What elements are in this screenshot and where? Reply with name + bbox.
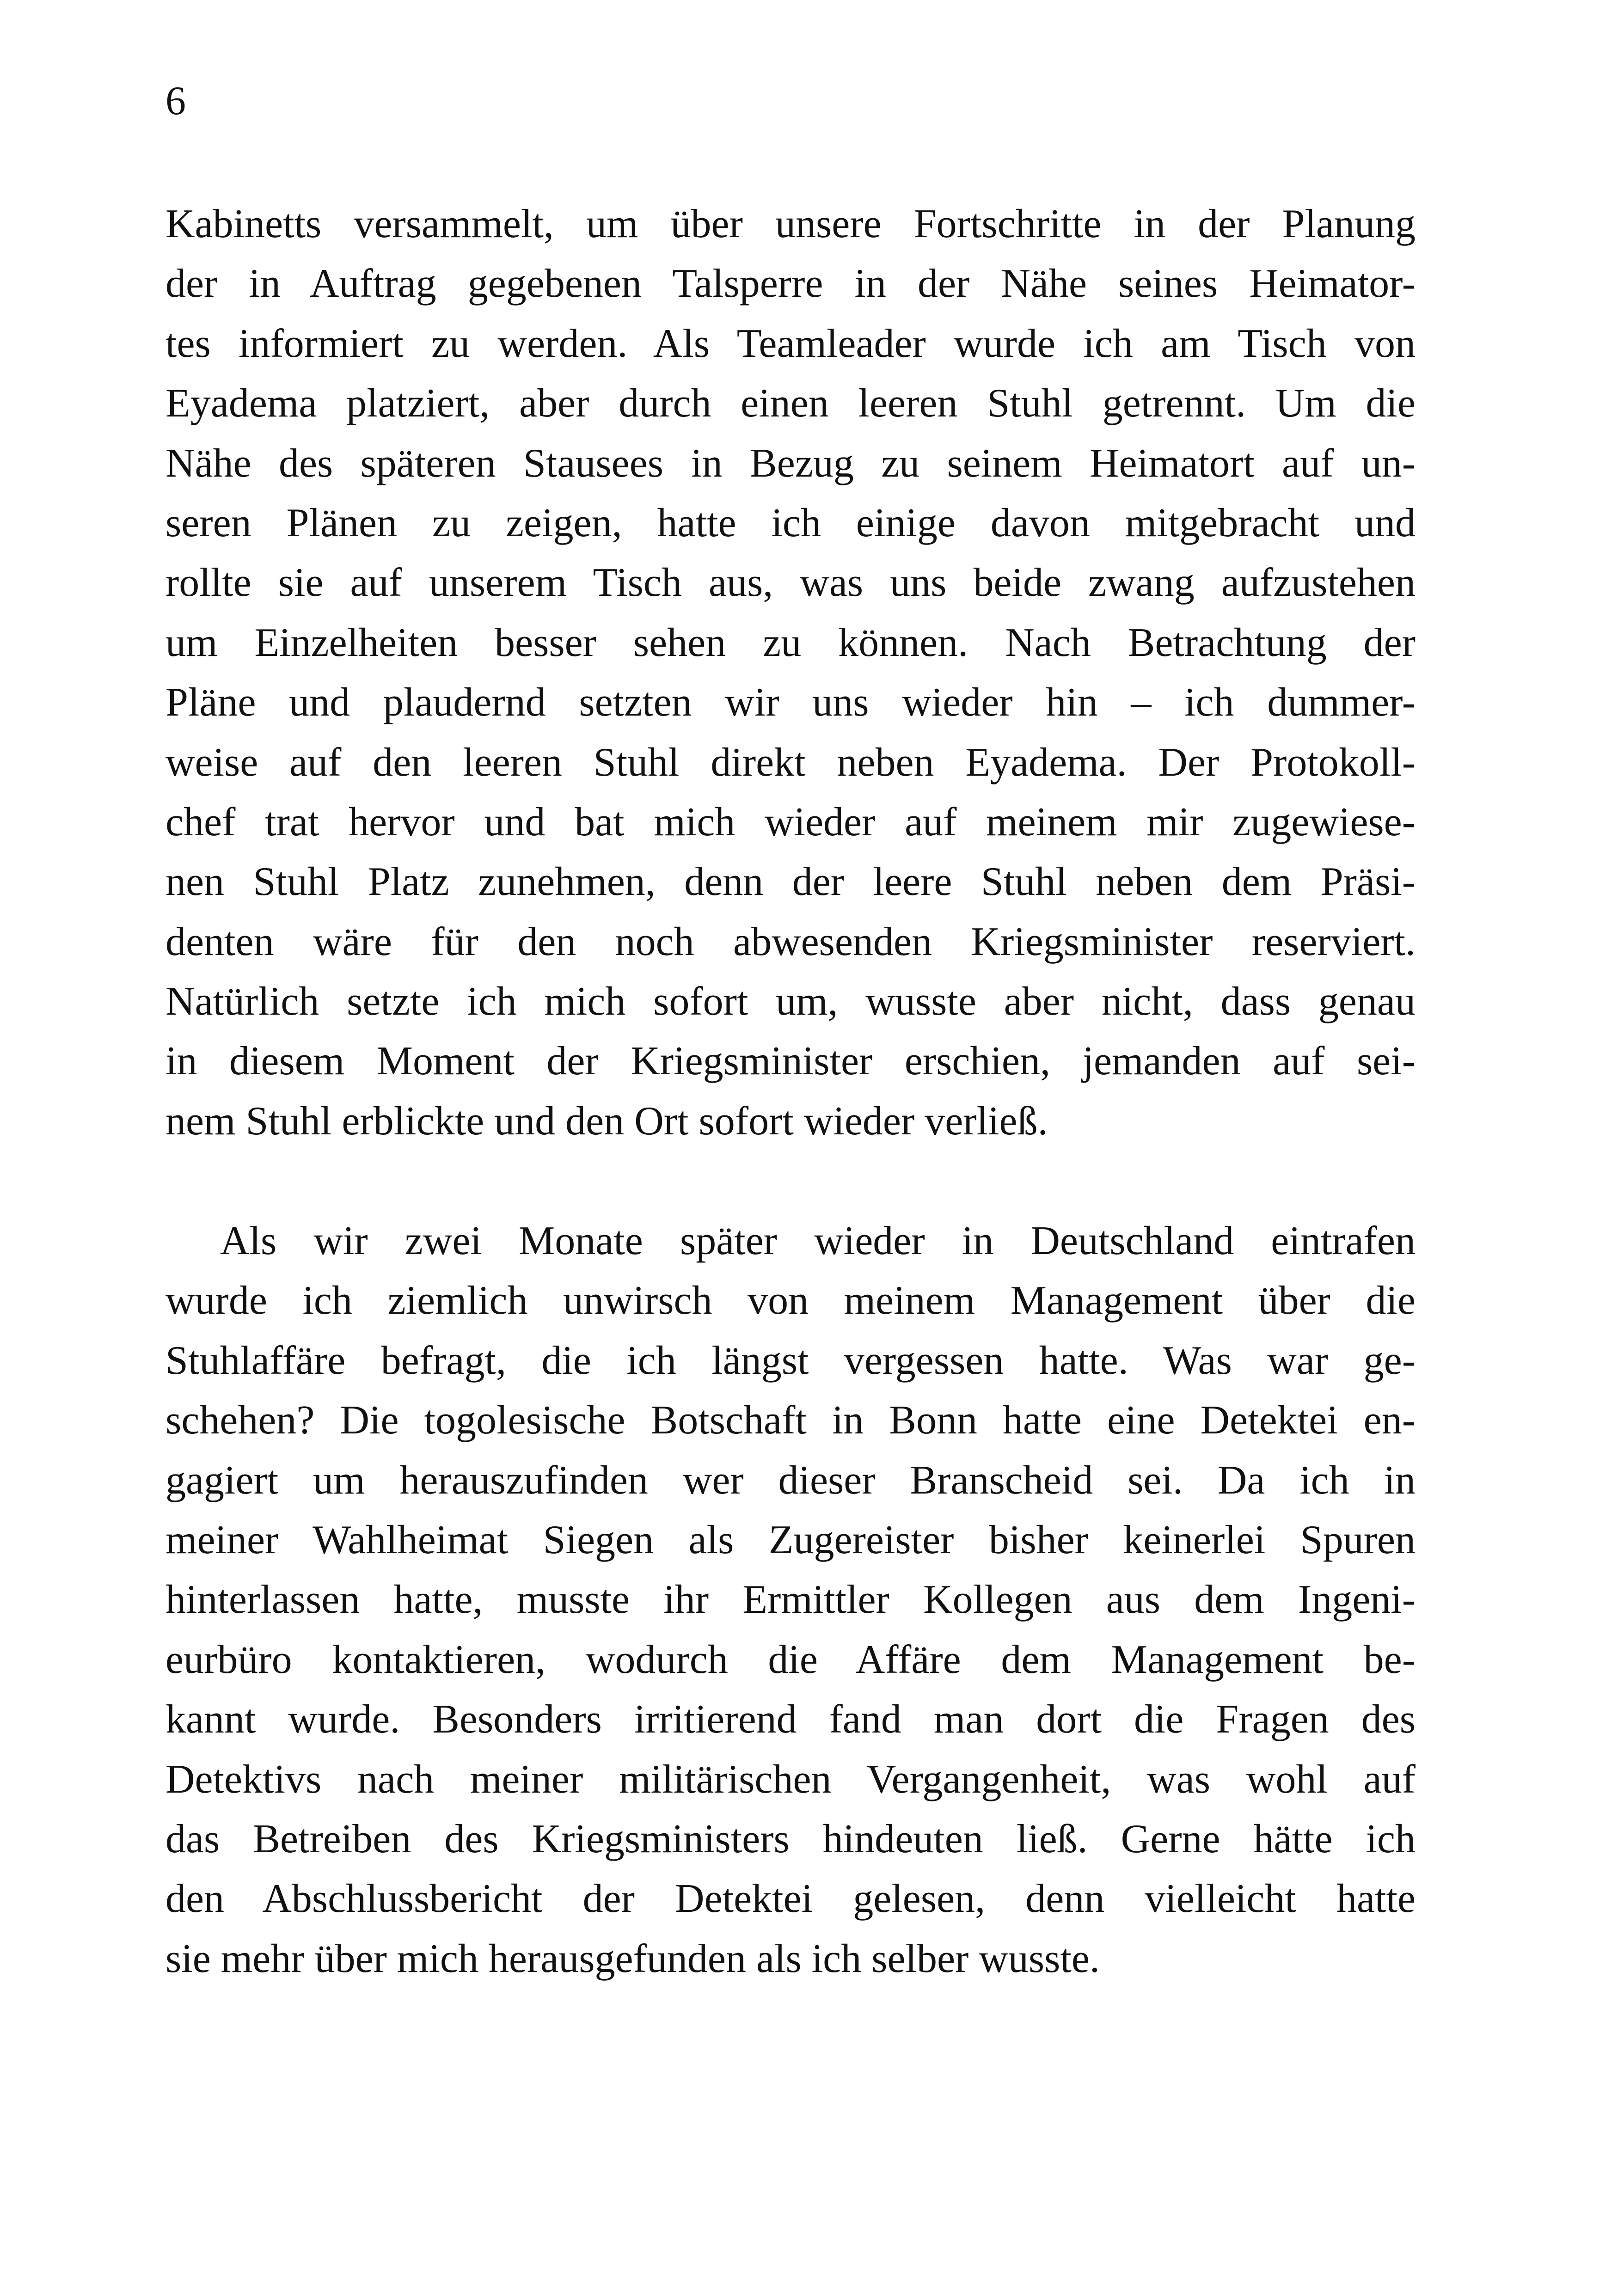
text-line: hinterlassen hatte, musste ihr Ermittler Kollegen aus dem Ingeni- [165,1577,1416,1623]
paragraph-1 [165,194,1416,1151]
paragraph-2 [165,1211,1416,1989]
text-line: Stuhlaffäre befragt, die ich längst vergessen hatte. Was war ge- [165,1338,1416,1383]
text-line: Natürlich setzte ich mich sofort um, wusste aber nicht, dass genau [165,979,1416,1024]
text-line: nem Stuhl erblickte und den Ort sofort wieder verließ. [165,1098,1048,1144]
text-line: nen Stuhl Platz zunehmen, denn der leere Stuhl neben dem Präsi- [165,859,1416,905]
text-line: kannt wurde. Besonders irritierend fand man dort die Fragen des [165,1697,1416,1742]
text-line: das Betreiben des Kriegsministers hindeuten ließ. Gerne hätte ich [165,1816,1416,1861]
text-line: schehen? Die togolesische Botschaft in Bonn hatte eine Detektei en- [165,1398,1416,1443]
text-line: rollte sie auf unserem Tisch aus, was uns beide zwang aufzustehen [165,560,1416,606]
text-line: der in Auftrag gegebenen Talsperre in der Nähe seines Heimator- [165,261,1416,306]
text-line: meiner Wahlheimat Siegen als Zugereister bisher keinerlei Spuren [165,1517,1416,1562]
text-line: denten wäre für den noch abwesenden Kriegsminister reserviert. [165,919,1416,964]
text-line: sie mehr über mich herausgefunden als ich selber wusste. [165,1936,1100,1981]
text-line: Nähe des späteren Stausees in Bezug zu seinem Heimatort auf un- [165,441,1416,486]
text-line: Kabinetts versammelt, um über unsere Fortschritte in der Planung [165,202,1416,246]
text-line: gagiert um herauszufinden wer dieser Branscheid sei. Da ich in [165,1457,1416,1503]
text-line: in diesem Moment der Kriegsminister erschien, jemanden auf sei- [165,1039,1416,1084]
page-number: 6 [165,79,186,123]
text-line: wurde ich ziemlich unwirsch von meinem Management über die [165,1278,1416,1323]
text-line: seren Plänen zu zeigen, hatte ich einige davon mitgebracht und [165,500,1416,545]
text-line: den Abschlussbericht der Detektei gelesen, denn vielleicht hatte [165,1876,1416,1922]
text-line: um Einzelheiten besser sehen zu können. Nach Betrachtung der [165,620,1416,665]
text-line: tes informiert zu werden. Als Teamleader wurde ich am Tisch von [165,321,1416,366]
text-line: Eyadema platziert, aber durch einen leeren Stuhl getrennt. Um die [165,381,1416,426]
text-line: chef trat hervor und bat mich wieder auf meinem mir zugewiese- [165,799,1416,845]
text-line: weise auf den leeren Stuhl direkt neben Eyadema. Der Protokoll- [165,740,1416,785]
text-line: Pläne und plaudernd setzten wir uns wieder hin – ich dummer- [165,680,1416,725]
text-line: Detektivs nach meiner militärischen Vergangenheit, was wohl auf [165,1757,1416,1802]
text-line: Als wir zwei Monate später wieder in Deutschland eintrafen [220,1218,1416,1263]
text-line: eurbüro kontaktieren, wodurch die Affäre dem Management be- [165,1637,1416,1682]
